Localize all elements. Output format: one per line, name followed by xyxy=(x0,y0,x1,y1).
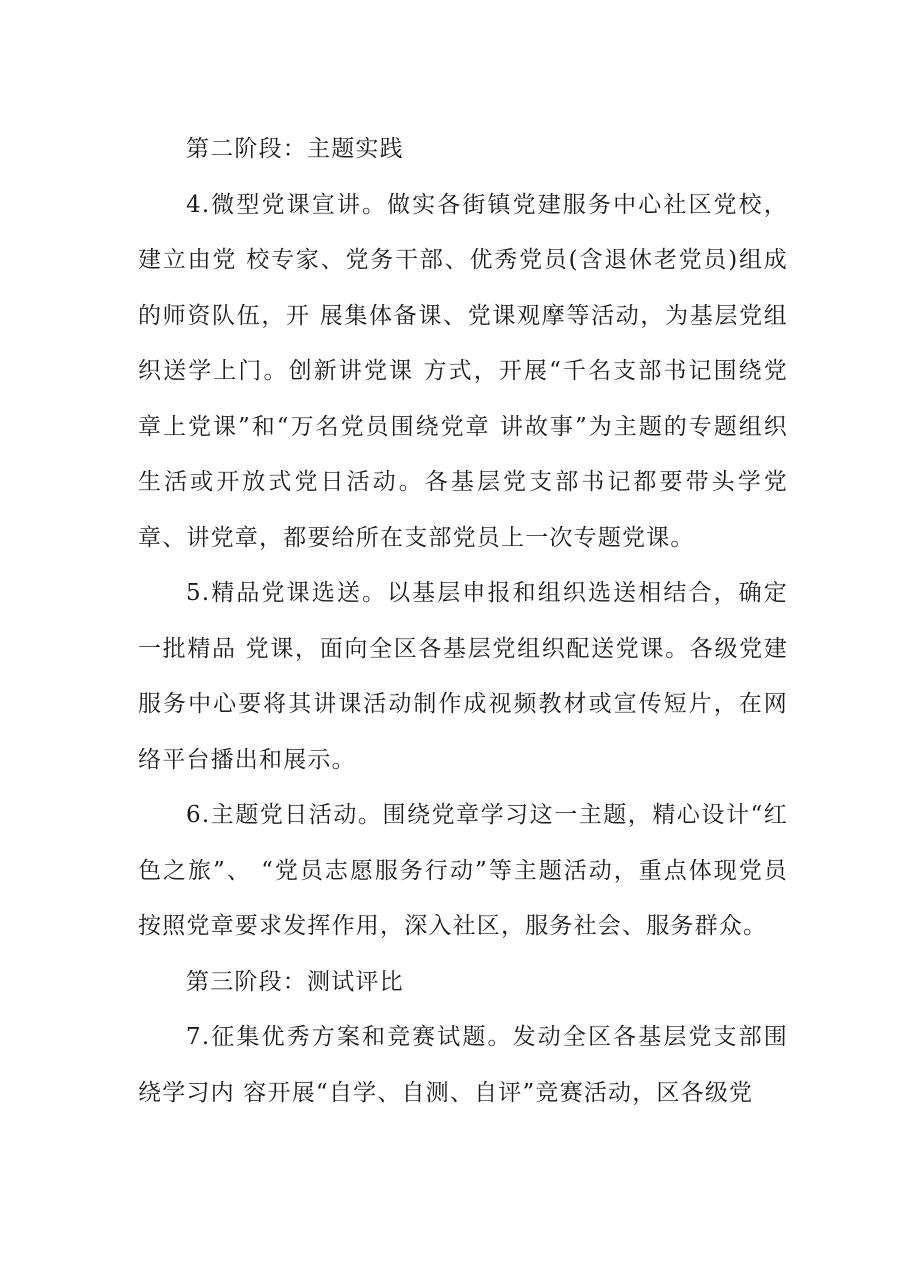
paragraph-item-4: 4.微型党课宣讲。做实各街镇党建服务中心社区党校，建立由党 校专家、党务干部、优秀党员(含退休老党员)组成的师资队伍，开 展集体备课、党课观摩等活动，为基层党组织送学上门。创新讲党课 方式，开展“千名支部书记围绕党章上党课”和“万名党员围绕党章 讲故事”为主题的专题组织生活或开放式党日活动。各基层党支部书记都要带头学党章、讲党章，都要给所在支部党员上一次专题党课。 xyxy=(138,191,788,551)
document-page xyxy=(138,122,788,1121)
section-heading-stage-two: 第二阶段：主题实践 xyxy=(186,136,404,162)
paragraph-item-5: 5.精品党课选送。以基层申报和组织选送相结合，确定一批精品 党课，面向全区各基层党组织配送党课。各级党建服务中心要将其讲课活动制作成视频教材或宣传短片，在网络平台播出和展示。 xyxy=(138,580,788,773)
section-heading-stage-three: 第三阶段：测试评比 xyxy=(186,968,404,995)
paragraph-item-6: 6.主题党日活动。围绕党章学习这一主题，精心设计“红色之旅”、 “党员志愿服务行动”等主题活动，重点体现党员按照党章要求发挥作用，深入社区，服务社会、服务群众。 xyxy=(138,802,788,939)
paragraph-item-7: 7.征集优秀方案和竞赛试题。发动全区各基层党支部围绕学习内 容开展“自学、自测、自评”竞赛活动，区各级党 xyxy=(138,1024,788,1106)
